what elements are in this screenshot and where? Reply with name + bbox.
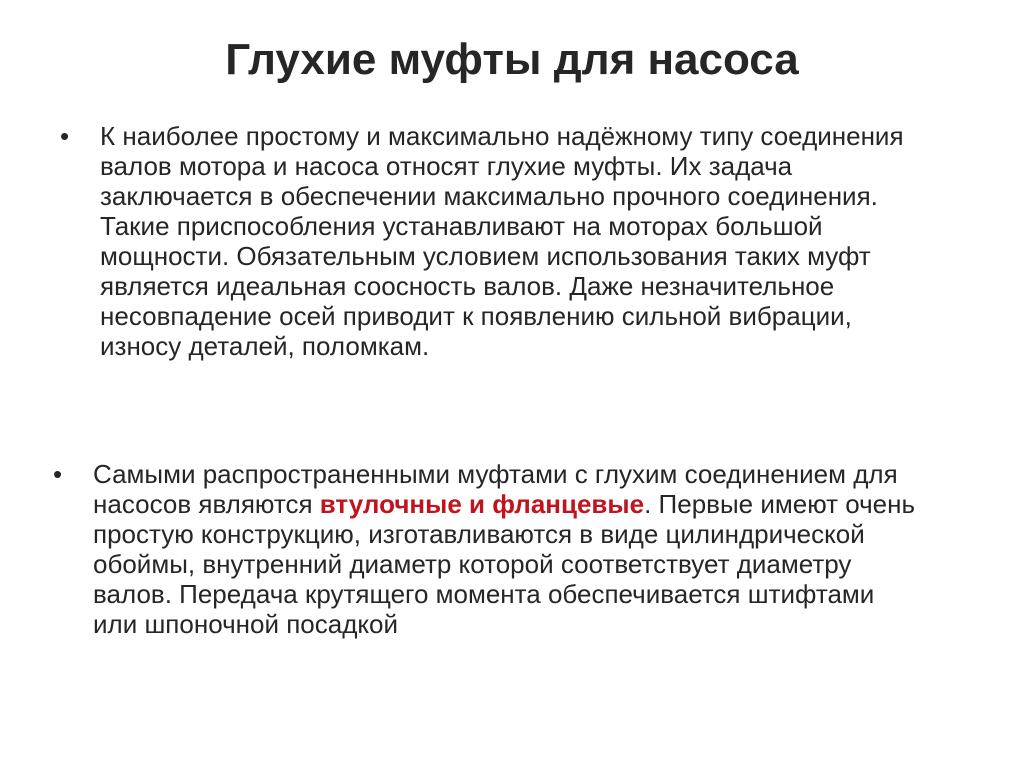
highlighted-coupling-types: втулочные и фланцевые [319, 489, 645, 519]
bullet-icon: • [60, 121, 70, 151]
paragraph-2-text-before: Самыми распространенными муфтами с глухим соединением для насосов являются [93, 459, 898, 519]
paragraph-1-text: К наиболее простому и максимально надёжному типу соединения валов мотора и насоса относят глухие муфты. Их задача заключается в обеспечении максимально прочного соединения. Такие приспособления устанавливают на моторах большой мощности. Обязательным условием использования таких муфт является идеальная соосность валов. Даже незначительное несовпадение осей приводит к появлению сильной вибрации, износу деталей, поломкам. [100, 121, 904, 361]
slide-title: Глухие муфты для насоса [225, 35, 799, 84]
bullet-paragraph-1 [60, 121, 930, 361]
bullet-paragraph-2 [53, 459, 923, 639]
bullet-icon: • [53, 459, 63, 489]
paragraph-2-text-after: . Первые имеют очень простую конструкцию, изготавливаются в виде цилиндрической обоймы, внутренний диаметр которой соответствует диаметру валов. Передача крутящего момента обеспечивается штифтами или шпоночной посадкой [93, 489, 916, 639]
